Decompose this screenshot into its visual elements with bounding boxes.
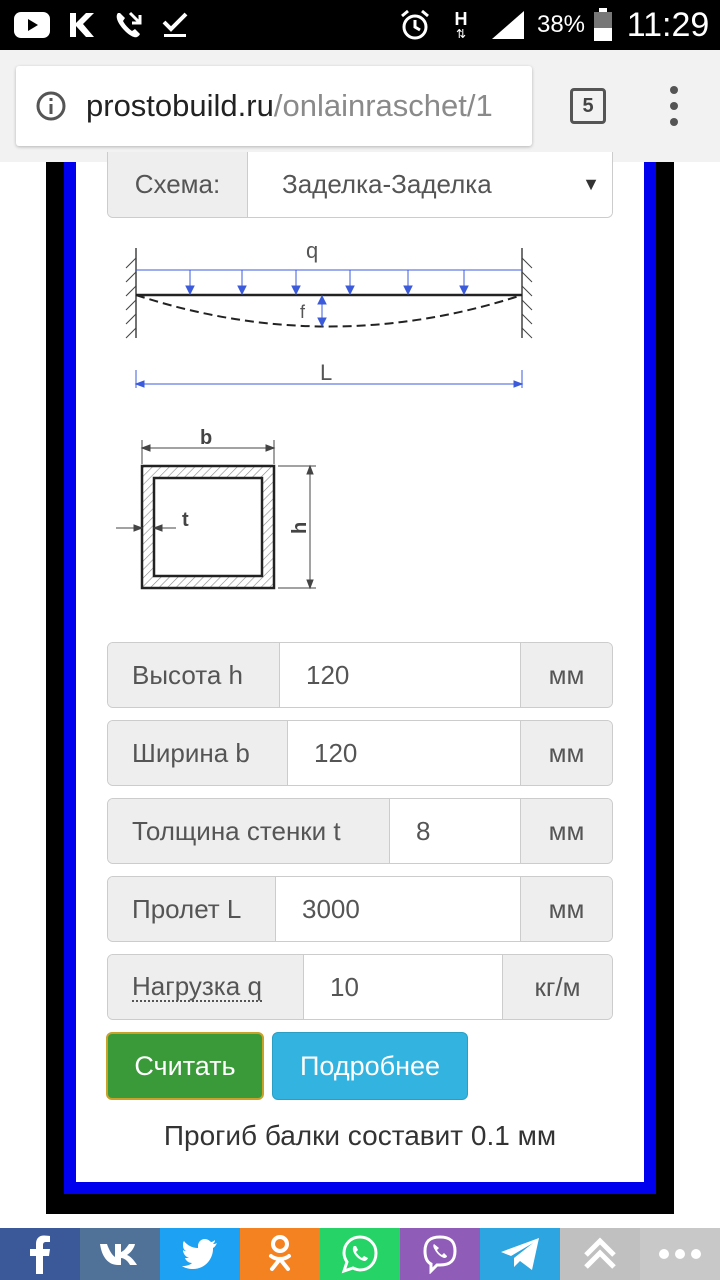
thickness-label: t	[182, 509, 189, 531]
url-path: /onlainraschet/1	[273, 88, 493, 123]
span-input[interactable]: 3000	[276, 877, 520, 941]
clock: 11:29	[626, 5, 710, 44]
result-text: Прогиб балки составит 0.1 мм	[163, 1120, 557, 1151]
width-input[interactable]: 120	[288, 721, 520, 785]
scheme-select[interactable]	[248, 152, 612, 217]
network-type-icon: H ⇅	[454, 9, 468, 41]
length-label: L	[320, 360, 333, 385]
deflection-label: f	[300, 302, 306, 322]
address-bar[interactable]	[16, 66, 532, 146]
load-input[interactable]: 10	[304, 955, 502, 1019]
vk-icon[interactable]	[80, 1228, 160, 1280]
missed-call-icon	[110, 0, 146, 50]
odnoklassniki-icon[interactable]	[240, 1228, 320, 1280]
load-group	[107, 954, 613, 1020]
width-label: Ширина b	[108, 721, 288, 785]
url-text[interactable]	[86, 88, 493, 124]
section-diagram	[110, 424, 330, 600]
telegram-icon[interactable]	[480, 1228, 560, 1280]
browser-toolbar	[0, 50, 720, 162]
viber-icon[interactable]	[400, 1228, 480, 1280]
signal-icon	[488, 0, 528, 50]
battery-percent: 38%	[536, 11, 586, 38]
width-label: b	[200, 427, 213, 449]
share-up-icon[interactable]	[560, 1228, 640, 1280]
overflow-menu-icon[interactable]	[660, 82, 688, 130]
thickness-group	[107, 798, 613, 864]
thickness-input[interactable]: 8	[390, 799, 520, 863]
thickness-label: Толщина стенки t	[108, 799, 390, 863]
more-icon[interactable]	[640, 1228, 720, 1280]
thickness-unit: мм	[520, 799, 612, 863]
scheme-label: Схема:	[108, 152, 248, 217]
info-icon[interactable]	[16, 66, 86, 146]
alarm-icon	[396, 0, 434, 50]
details-button[interactable]: Подробнее	[272, 1032, 468, 1100]
scheme-value: Заделка-Заделка	[282, 169, 492, 199]
height-unit: мм	[520, 643, 612, 707]
checkmark-download-icon	[158, 0, 192, 50]
load-label[interactable]: Нагрузка q	[132, 970, 262, 1001]
tab-switcher-button[interactable]: 5	[570, 88, 606, 124]
height-label: Высота h	[108, 643, 280, 707]
load-label: q	[306, 238, 319, 263]
url-domain: prostobuild.ru	[86, 88, 274, 123]
height-label: h	[289, 521, 311, 534]
dropdown-caret-icon: ▼	[582, 174, 600, 194]
facebook-icon[interactable]	[0, 1228, 80, 1280]
scheme-select-group	[107, 152, 613, 218]
twitter-icon[interactable]	[160, 1228, 240, 1280]
battery-icon	[590, 0, 616, 50]
vk-app-icon	[64, 0, 98, 50]
width-group	[107, 720, 613, 786]
share-bar	[0, 1228, 720, 1280]
youtube-icon	[12, 0, 52, 50]
load-unit: кг/м	[502, 955, 612, 1019]
height-group	[107, 642, 613, 708]
calculate-button[interactable]: Считать	[106, 1032, 264, 1100]
span-group	[107, 876, 613, 942]
span-label: Пролет L	[108, 877, 276, 941]
status-bar	[0, 0, 720, 50]
load-label-addon[interactable]	[108, 955, 304, 1019]
span-unit: мм	[520, 877, 612, 941]
beam-diagram	[110, 238, 550, 394]
width-unit: мм	[520, 721, 612, 785]
whatsapp-icon[interactable]	[320, 1228, 400, 1280]
height-input[interactable]: 120	[280, 643, 520, 707]
